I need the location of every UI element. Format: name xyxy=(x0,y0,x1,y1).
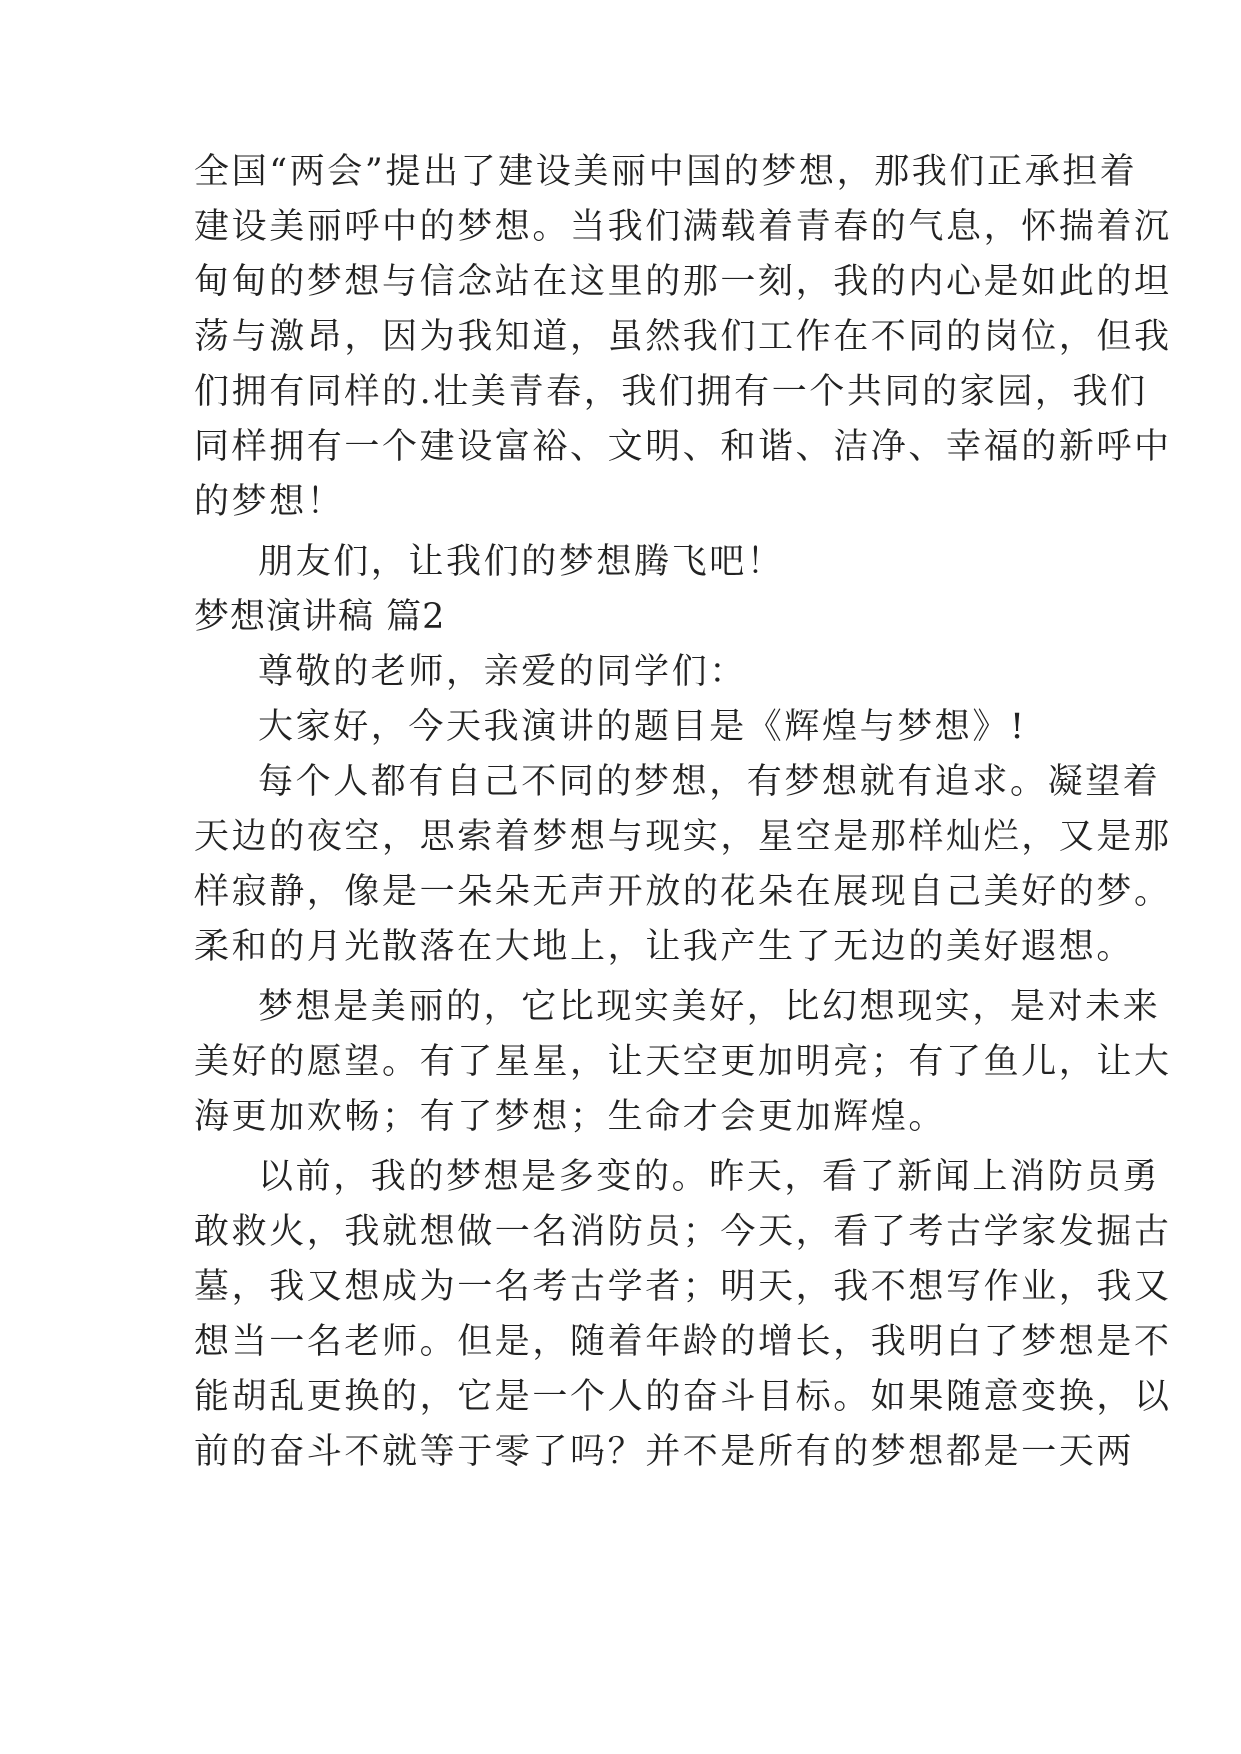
paragraph-line: 柔和的月光散落在大地上，让我产生了无边的美好遐想。 xyxy=(194,927,1135,967)
paragraph-line: 的梦想！ xyxy=(194,482,345,522)
paragraph-line: 荡与激昂，因为我知道，虽然我们工作在不同的岗位，但我 xyxy=(194,317,1172,357)
paragraph-line: 前的奋斗不就等于零了吗？并不是所有的梦想都是一天两 xyxy=(194,1432,1135,1472)
paragraph-line: 朋友们，让我们的梦想腾飞吧！ xyxy=(258,542,785,582)
paragraph-line: 全国“两会”提出了建设美丽中国的梦想，那我们正承担着 xyxy=(194,152,1138,192)
paragraph-line: 们拥有同样的.壮美青春，我们拥有一个共同的家园，我们 xyxy=(194,372,1148,412)
paragraph-line: 样寂静，像是一朵朵无声开放的花朵在展现自己美好的梦。 xyxy=(194,872,1172,912)
salutation-line: 尊敬的老师，亲爱的同学们： xyxy=(258,652,747,692)
paragraph-line: 建设美丽呼中的梦想。当我们满载着青春的气息，怀揣着沉 xyxy=(194,207,1172,247)
paragraph-line: 以前，我的梦想是多变的。昨天，看了新闻上消防员勇 xyxy=(258,1157,1161,1197)
paragraph-line: 敢救火，我就想做一名消防员；今天，看了考古学家发掘古 xyxy=(194,1212,1172,1252)
paragraph-line: 天边的夜空，思索着梦想与现实，星空是那样灿烂，又是那 xyxy=(194,817,1172,857)
paragraph-line: 梦想是美丽的，它比现实美好，比幻想现实，是对未来 xyxy=(258,987,1161,1027)
section-heading: 梦想演讲稿 篇2 xyxy=(194,597,446,637)
paragraph-line: 大家好，今天我演讲的题目是《辉煌与梦想》! xyxy=(258,707,1027,747)
paragraph-line: 每个人都有自己不同的梦想，有梦想就有追求。凝望着 xyxy=(258,762,1161,802)
paragraph-line: 能胡乱更换的，它是一个人的奋斗目标。如果随意变换，以 xyxy=(194,1377,1172,1417)
paragraph-line: 同样拥有一个建设富裕、文明、和谐、洁净、幸福的新呼中 xyxy=(194,427,1172,467)
paragraph-line: 海更加欢畅；有了梦想；生命才会更加辉煌。 xyxy=(194,1097,947,1137)
paragraph-line: 墓，我又想成为一名考古学者；明天，我不想写作业，我又 xyxy=(194,1267,1172,1307)
paragraph-line: 美好的愿望。有了星星，让天空更加明亮；有了鱼儿，让大 xyxy=(194,1042,1172,1082)
paragraph-line: 甸甸的梦想与信念站在这里的那一刻，我的内心是如此的坦 xyxy=(194,262,1172,302)
paragraph-line: 想当一名老师。但是，随着年龄的增长，我明白了梦想是不 xyxy=(194,1322,1172,1362)
